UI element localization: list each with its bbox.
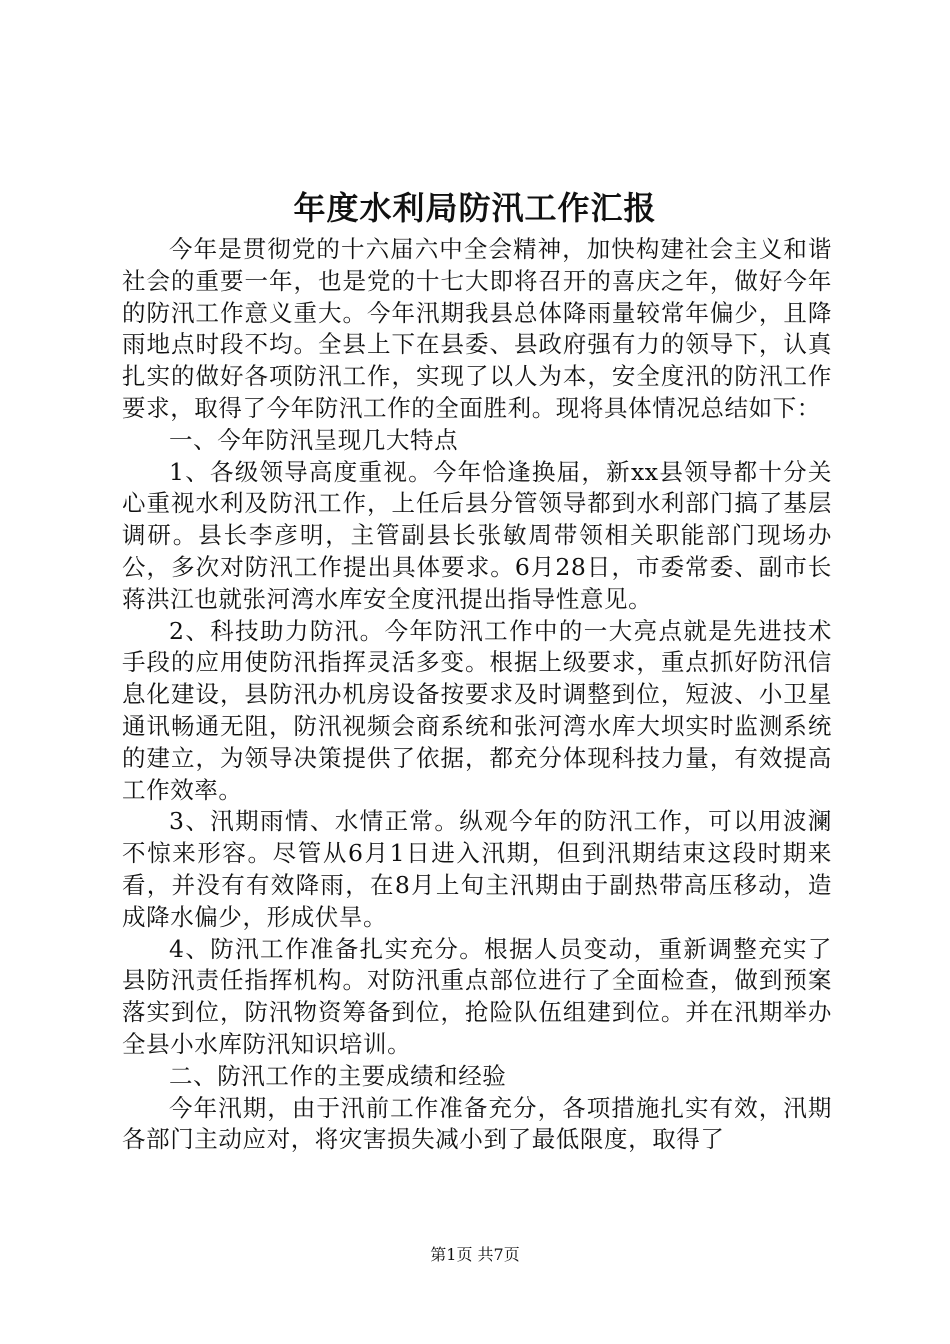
document-title: 年度水利局防汛工作汇报 bbox=[293, 189, 657, 227]
page-number-footer: 第1页 共7页 bbox=[430, 1245, 520, 1264]
paragraph-item-2: 2、科技助力防汛。今年防汛工作中的一大亮点就是先进技术手段的应用使防汛指挥灵活多变。根据上级要求，重点抓好防汛信息化建设，县防汛办机房设备按要求及时调整到位，短波、小卫星通讯畅通无阻，防汛视频会商系统和张河湾水库大坝实时监测系统的建立，为领导决策提供了依据，都充分体现科技力量，有效提高工作效率。 bbox=[122, 616, 832, 804]
document-body bbox=[122, 234, 832, 1156]
paragraph-intro: 今年是贯彻党的十六届六中全会精神，加快构建社会主义和谐社会的重要一年，也是党的十七大即将召开的喜庆之年，做好今年的防汛工作意义重大。今年汛期我县总体降雨量较常年偏少，且降雨地点时段不均。全县上下在县委、县政府强有力的领导下，认真扎实的做好各项防汛工作，实现了以人为本，安全度汛的防汛工作要求，取得了今年防汛工作的全面胜利。现将具体情况总结如下： bbox=[122, 235, 832, 422]
paragraph-item-1: 1、各级领导高度重视。今年恰逢换届，新xx县领导都十分关心重视水利及防汛工作，上任后县分管领导都到水利部门搞了基层调研。县长李彦明，主管副县长张敏周带领相关职能部门现场办公，多次对防汛工作提出具体要求。6月28日，市委常委、副市长蒋洪江也就张河湾水库安全度汛提出指导性意见。 bbox=[122, 457, 832, 613]
paragraph-item-4: 4、防汛工作准备扎实充分。根据人员变动，重新调整充实了县防汛责任指挥机构。对防汛重点部位进行了全面检查，做到预案落实到位，防汛物资筹备到位，抢险队伍组建到位。并在汛期举办全县小水库防汛知识培训。 bbox=[122, 934, 832, 1058]
section-heading-1: 一、今年防汛呈现几大特点 bbox=[169, 425, 459, 454]
section-heading-2: 二、防汛工作的主要成绩和经验 bbox=[169, 1061, 507, 1090]
paragraph-achievements: 今年汛期，由于汛前工作准备充分，各项措施扎实有效，汛期各部门主动应对，将灾害损失减小到了最低限度，取得了 bbox=[122, 1093, 832, 1154]
paragraph-item-3: 3、汛期雨情、水情正常。纵观今年的防汛工作，可以用波澜不惊来形容。尽管从6月1日进入汛期，但到汛期结束这段时期来看，并没有有效降雨，在8月上旬主汛期由于副热带高压移动，造成降水偏少，形成伏旱。 bbox=[122, 807, 832, 931]
